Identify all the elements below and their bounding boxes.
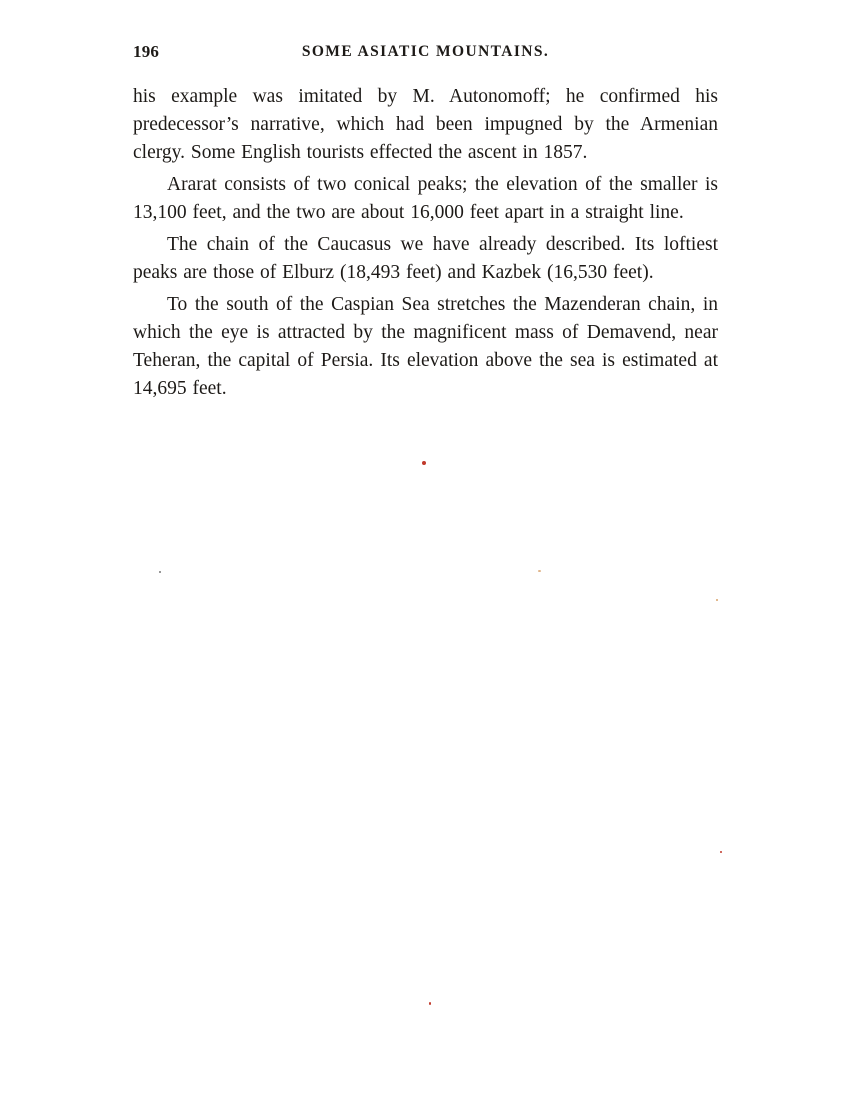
scan-speck (720, 851, 722, 853)
paragraph-caucasus: The chain of the Caucasus we have already described. Its loftiest peaks are those of Elburz (18,493 feet) and Kazbek (16,530 feet). (133, 234, 718, 283)
text-body (133, 83, 718, 403)
paragraph-continuation: his example was imitated by M. Autonomoff; he confirmed his predecessor’s narrative, which had been impugned by the Armenian clergy. Some English tourists effected the ascent in 1857. (133, 86, 718, 163)
running-title: SOME ASIATIC MOUNTAINS. (301, 43, 550, 60)
paragraph-ararat: Ararat consists of two conical peaks; the elevation of the smaller is 13,100 feet, and the two are about 16,000 feet apart in a straight line. (133, 174, 718, 223)
paragraph-mazenderan: To the south of the Caspian Sea stretches the Mazenderan chain, in which the eye is attracted by the magnificent mass of Demavend, near Teheran, the capital of Persia. Its elevation above the sea is estimated at 14,695 feet. (133, 294, 718, 399)
scan-speck (429, 1002, 431, 1005)
scan-speck (538, 570, 541, 572)
scan-speck (422, 461, 426, 465)
running-head (133, 42, 718, 68)
scan-speck (716, 599, 718, 601)
scan-speck (159, 571, 161, 573)
page-number: 196 (133, 42, 160, 61)
